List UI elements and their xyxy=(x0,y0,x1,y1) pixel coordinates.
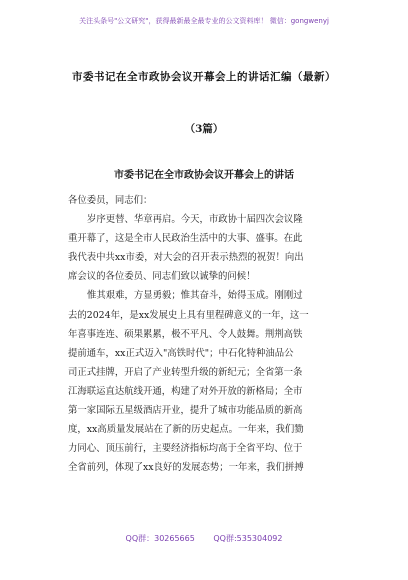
body-line: 力同心、顶压前行，主要经济指标均高于全省平均、位于 xyxy=(68,443,303,455)
footer-qq-group-2: QQ群:535304092 xyxy=(213,534,283,543)
section-subtitle: 市委书记在全市政协会议开幕会上的讲话 xyxy=(114,170,294,181)
body-line: 席会议的各位委员、同志们致以诚挚的问候！ xyxy=(68,271,256,283)
body-line: 岁序更替、华章再启。今天，市政协十届四次会议隆 xyxy=(87,214,303,226)
body-line: 各位委员，同志们： xyxy=(68,195,153,206)
body-line: 江海联运直达航线开通，构建了对外开放的新格局；全市 xyxy=(68,385,303,397)
document-count: （3篇） xyxy=(184,123,224,135)
body-line: 重开幕了，这是全市人民政治生活中的大事、盛事。在此 xyxy=(68,233,303,245)
body-line: 年喜事连连、硕果累累，极不平凡、令人鼓舞。荆荆高铁 xyxy=(68,328,303,340)
body-line: 司正式挂牌，开启了产业转型升级的新纪元；全省第一条 xyxy=(68,366,303,378)
footer-qq-groups xyxy=(0,533,408,544)
body-line: 去的2024年，是xx发展史上具有里程碑意义的一年，这一 xyxy=(68,309,309,321)
header-promo-note: 关注头条号"公文研究"，获得最新最全最专业的公文资料库！ 微信：gongwenyj xyxy=(79,17,329,25)
document-title: 市委书记在全市政协会议开幕会上的讲话汇编（最新） xyxy=(72,71,336,83)
body-line: 提前通车，xx正式迈入"高铁时代"；中石化特种油品公 xyxy=(68,347,294,359)
body-line: 我代表中共xx市委，对大会的召开表示热烈的祝贺！向出 xyxy=(68,252,304,264)
footer-qq-group-1: QQ群：30265665 xyxy=(125,534,195,543)
body-line: 度，xx高质量发展站在了新的历史起点。一年来，我们勠 xyxy=(68,424,304,436)
body-line: 惟其艰难，方显勇毅；惟其奋斗，始得玉成。刚刚过 xyxy=(87,290,303,302)
document-body xyxy=(68,191,356,477)
body-line: 第一家国际五星级酒店开业，提升了城市功能品质的新高 xyxy=(68,405,303,417)
body-line: 全省前列，体现了xx良好的发展态势；一年来，我们拼搏 xyxy=(68,462,304,474)
